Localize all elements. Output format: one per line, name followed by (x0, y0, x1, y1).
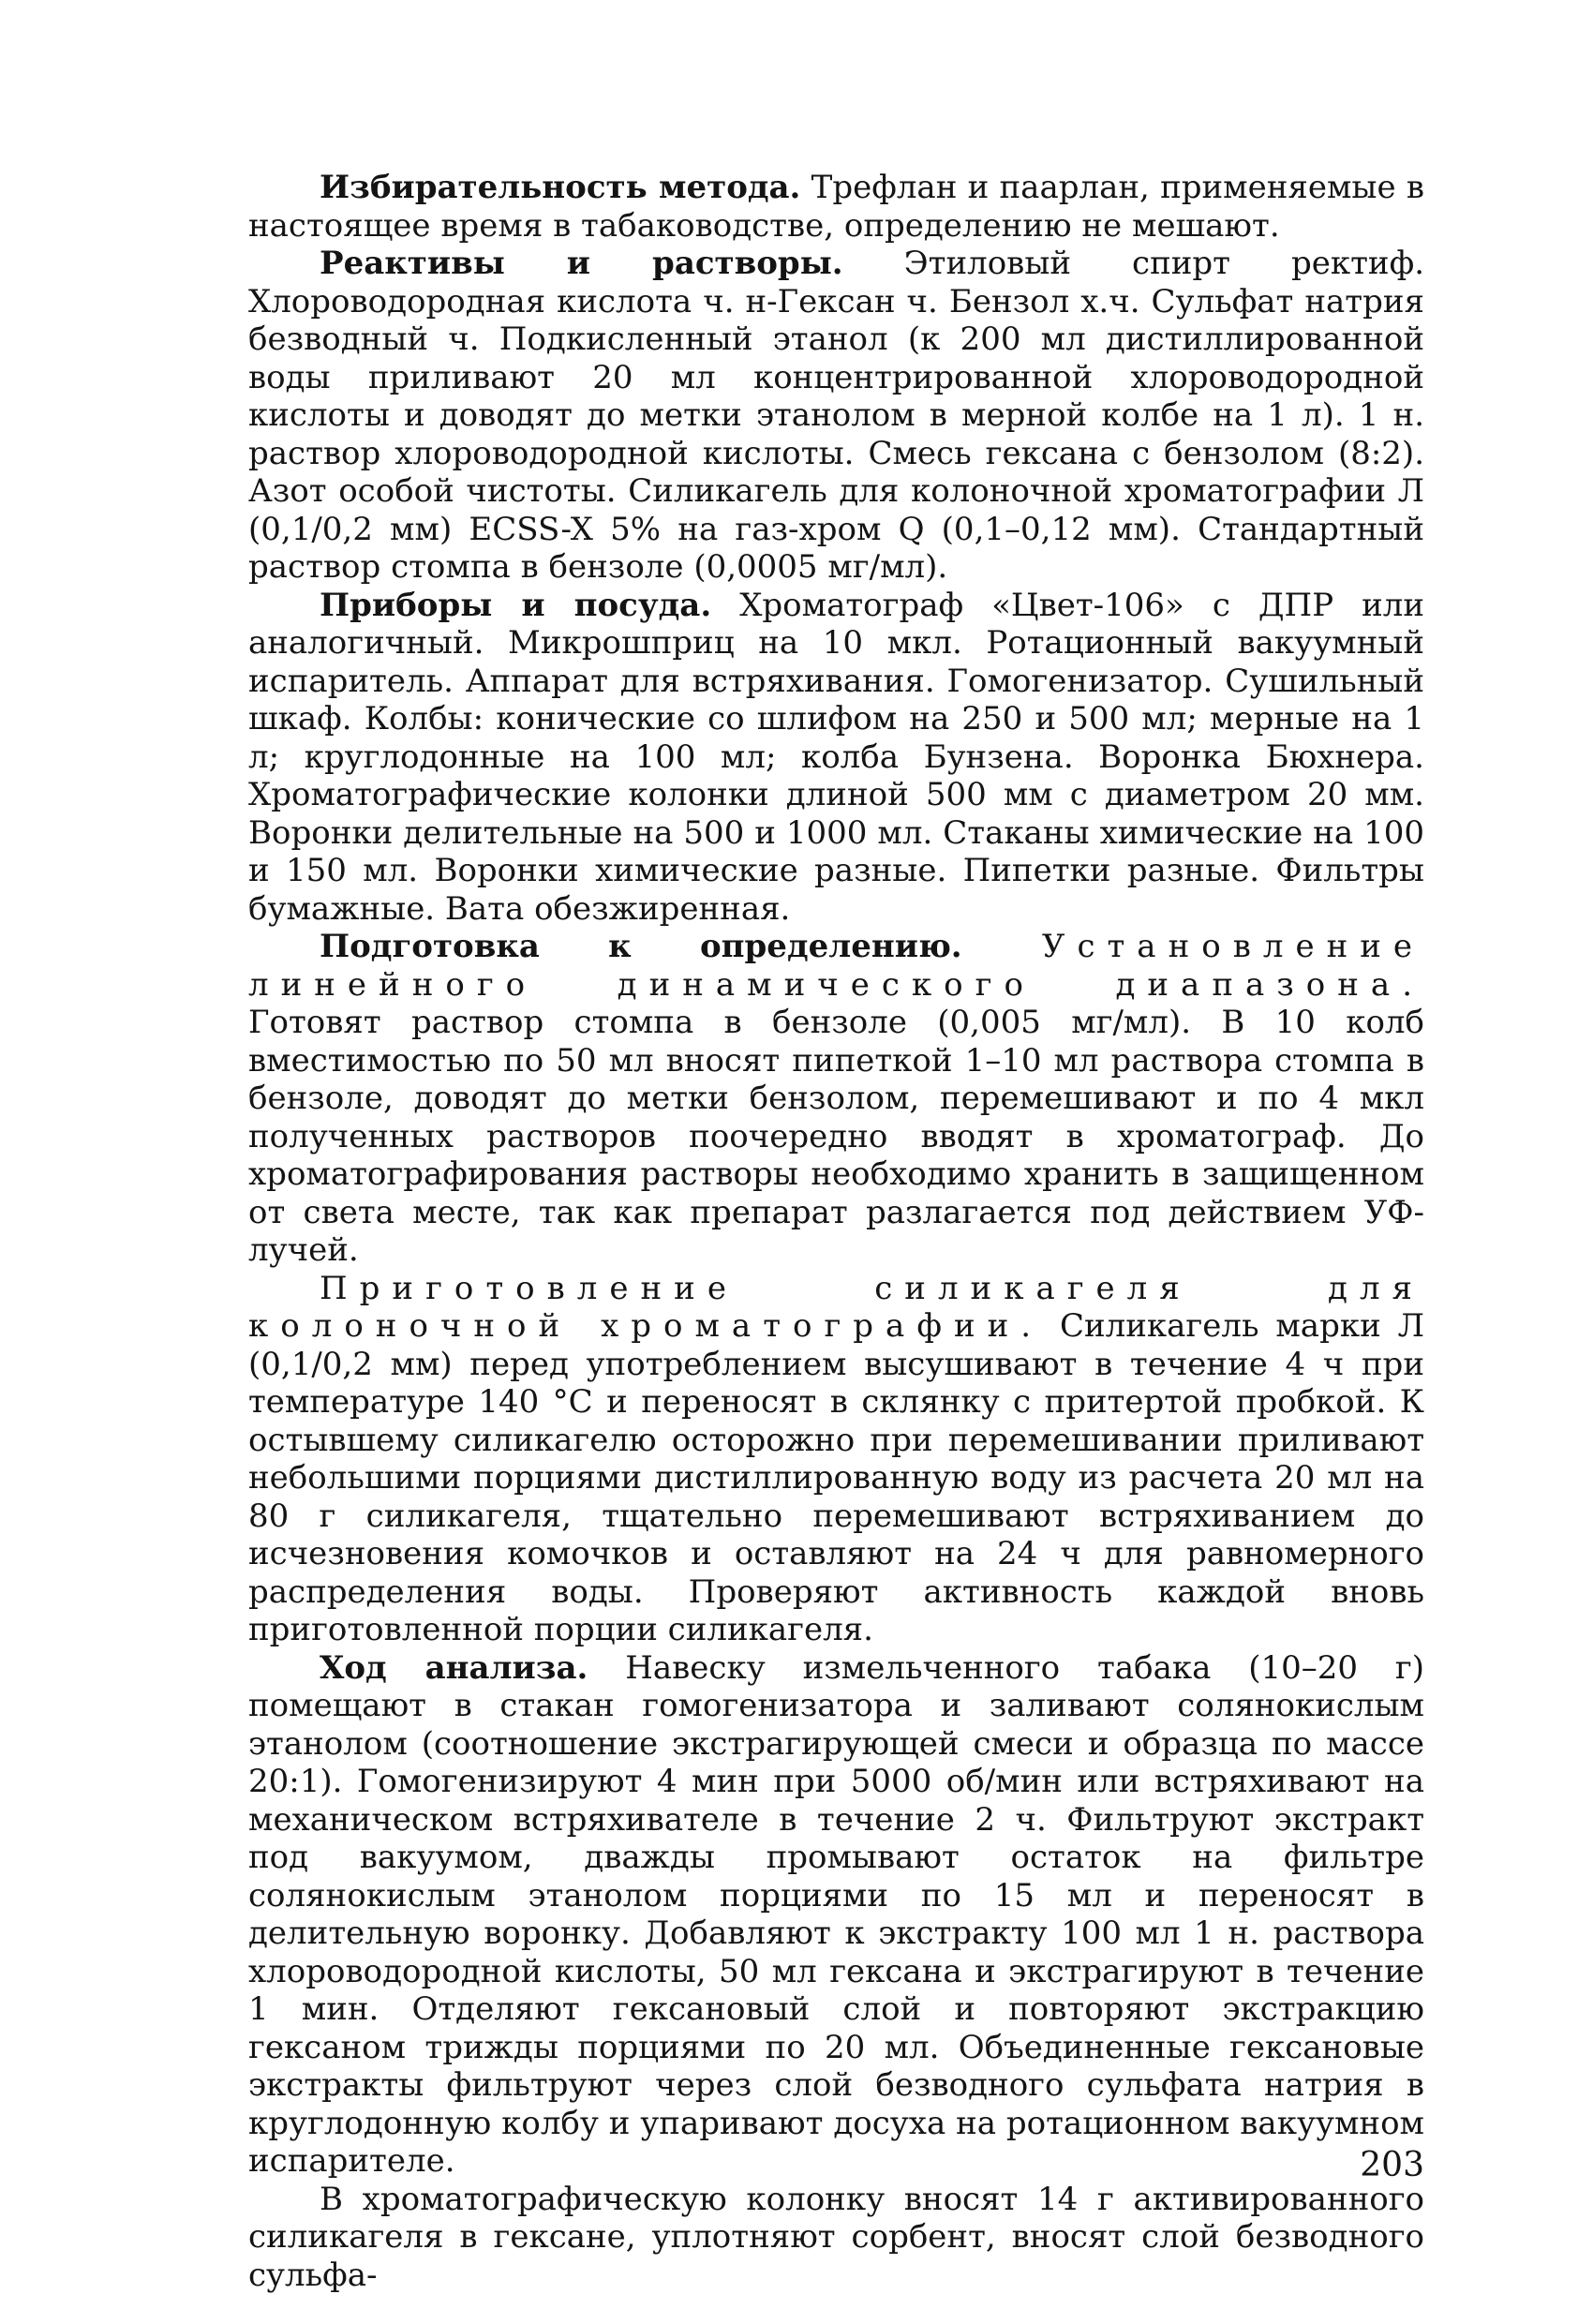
paragraph-selectivity (248, 169, 1424, 245)
text-equipment: Хроматограф «Цвет-106» с ДПР или аналогичный. Микрошприц на 10 мкл. Ротационный вакуумный испаритель. Аппарат для встряхивания. Гомогенизатор. Сушильный шкаф. Колбы: конические со шлифом на 250 и 500 мл; мерные на 1 л; круглодонные на 100 мл; колба Бунзена. Воронка Бюхнера. Хроматографические колонки длиной 500 мм с диаметром 20 мм. Воронки делительные на 500 и 1000 мл. Стаканы химические на 100 и 150 мл. Воронки химические разные. Пипетки разные. Фильтры бумажные. Вата обезжиренная. (248, 586, 1425, 928)
paragraph-silica-prep (248, 1270, 1424, 1649)
page-body (248, 169, 1424, 2294)
text-reagents: Этиловый спирт ректиф. Хлороводородная кислота ч. н-Гексан ч. Бензол х.ч. Сульфат натрия безводный ч. Подкисленный этанол (к 200 мл дистиллированной воды приливают 20 мл концентрированной хлороводородной кислоты и доводят до метки этанолом в мерной колбе на 1 л). 1 н. раствор хлороводородной кислоты. Смесь гексана с бензолом (8:2). Азот особой чистоты. Силикагель для колоночной хроматографии Л (0,1/0,2 мм) ECSS-X 5% на газ-хром Q (0,1–0,12 мм). Стандартный раствор стомпа в бензоле (0,0005 мг/мл). (248, 245, 1425, 586)
heading-selectivity: Избирательность метода. (320, 169, 801, 206)
heading-reagents: Реактивы и растворы. (320, 245, 843, 282)
paragraph-reagents (248, 245, 1424, 587)
paragraph-preparation (248, 928, 1424, 1270)
heading-analysis: Ход анализа. (320, 1648, 588, 1687)
subheading-linear-range: Установление линейного динамического диапазона. (248, 928, 1425, 1004)
paragraph-analysis (248, 1649, 1424, 2181)
subheading-silica-prep: Приготовление силикагеля для колоночной хроматографии. (248, 1269, 1424, 1345)
text-silica-prep: Силикагель марки Л (0,1/0,2 мм) перед употреблением высушивают в течение 4 ч при температуре 140 °С и переносят в склянку с притертой пробкой. К остывшему силикагелю осторожно при перемешивании приливают небольшими порциями дистиллированную воду из расчета 20 мл на 80 г силикагеля, тщательно перемешивают встряхиванием до исчезновения комочков и оставляют на 24 ч для равномерного распределения воды. Проверяют активность каждой вновь приготовленной порции силикагеля. (248, 1307, 1424, 1648)
text-preparation: Готовят раствор стомпа в бензоле (0,005 мг/мл). В 10 колб вместимостью по 50 мл вносят пипеткой 1–10 мл раствора стомпа в бензоле, доводят до метки бензолом, перемешивают и по 4 мкл полученных растворов поочередно вводят в хроматограф. До хроматографирования растворы необходимо хранить в защищенном от света месте, так как препарат разлагается под действием УФ-лучей. (248, 1004, 1424, 1269)
text-selectivity: Трефлан и паарлан, применяемые в настоящее время в табаководстве, определению не мешают. (248, 169, 1424, 245)
text-analysis: Навеску измельченного табака (10–20 г) помещают в стакан гомогенизатора и заливают солянокислым этанолом (соотношение экстрагирующей смеси и образца по массе 20:1). Гомогенизируют 4 мин при 5000 об/мин или встряхивают на механическом встряхивателе в течение 2 ч. Фильтруют экстракт под вакуумом, дважды промывают остаток на фильтре солянокислым этанолом порциями по 15 мл и переносят в делительную воронку. Добавляют к экстракту 100 мл 1 н. раствора хлороводородной кислоты, 50 мл гексана и экстрагируют в течение 1 мин. Отделяют гексановый слой и повторяют экстракцию гексаном трижды порциями по 20 мл. Объединенные гексановые экстракты фильтруют через слой безводного сульфата натрия в круглодонную колбу и упаривают досуха на ротационном вакуумном испарителе. (248, 1648, 1424, 2180)
paragraph-equipment (248, 587, 1424, 929)
paragraph-column (248, 2181, 1424, 2295)
page-number: 203 (1360, 2146, 1424, 2184)
heading-equipment: Приборы и посуда. (320, 586, 712, 624)
heading-preparation: Подготовка к определению. (320, 928, 962, 965)
text-column: В хроматографическую колонку вносят 14 г активированного силикагеля в гексане, уплотняют сорбент, вносят слой безводного сульфа- (248, 2180, 1424, 2294)
